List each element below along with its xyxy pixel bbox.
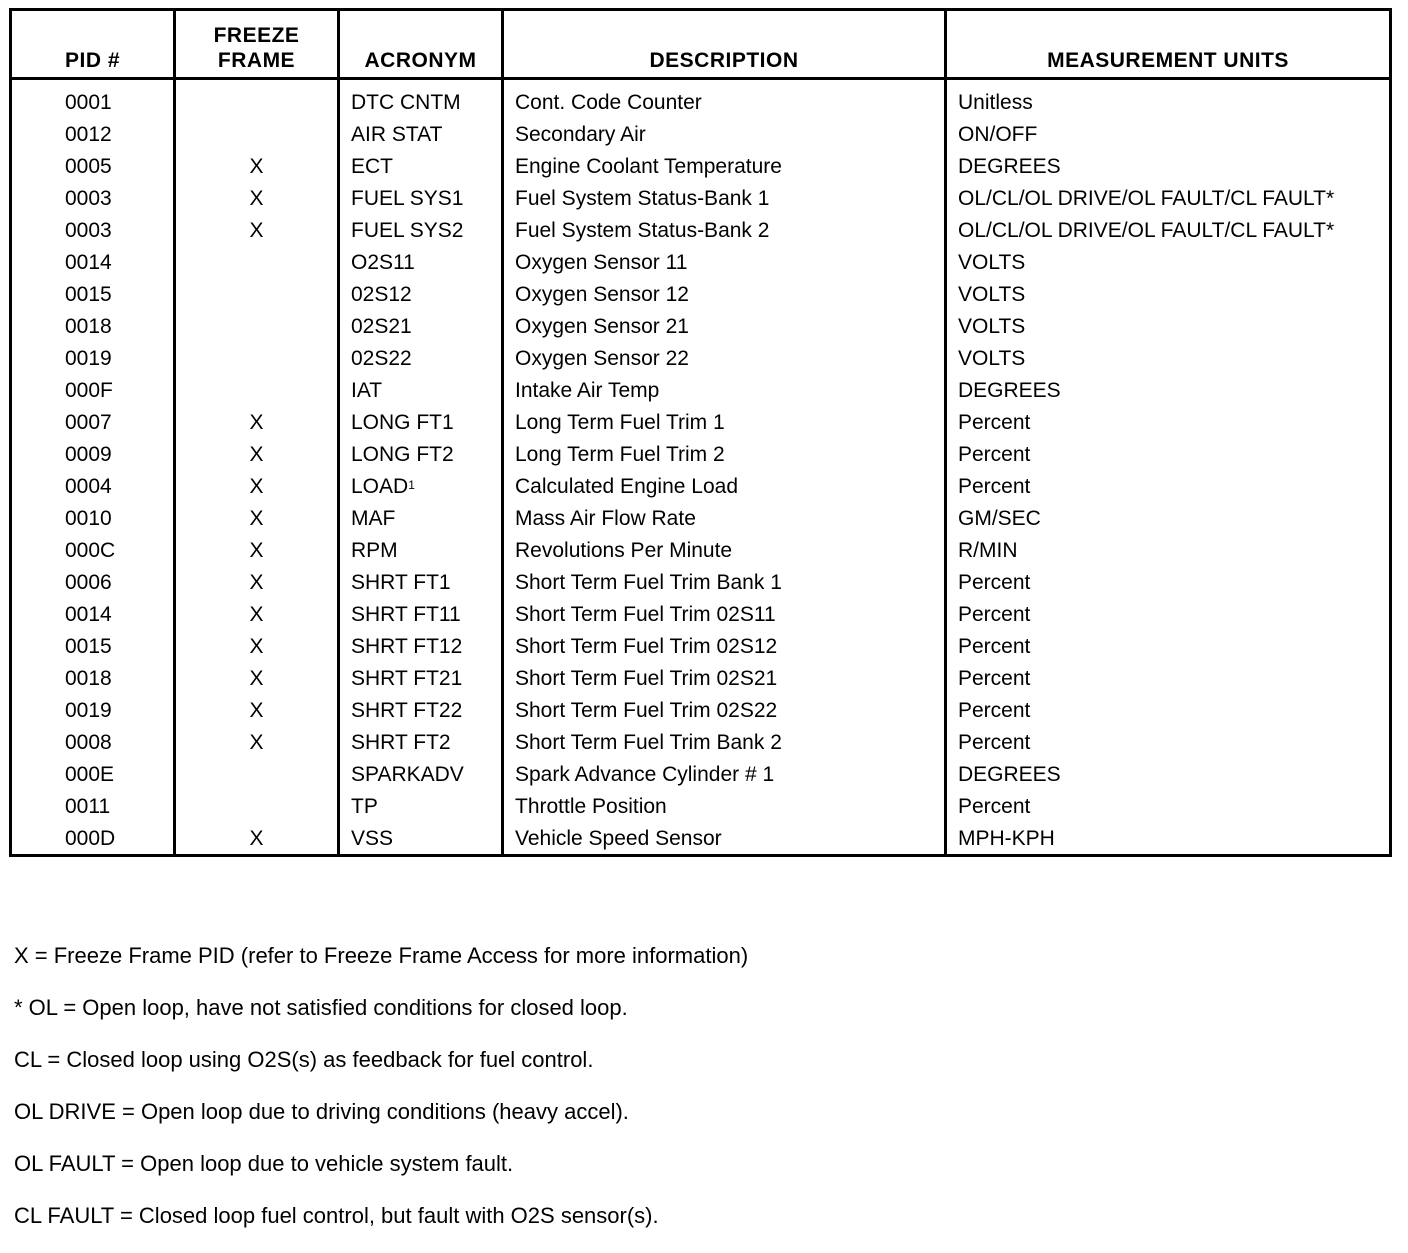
units-cell: [946, 663, 1391, 695]
description-cell-text: Spark Advance Cylinder # 1: [515, 763, 775, 786]
freeze-frame-cell: [175, 823, 339, 856]
table-row: [11, 375, 1391, 407]
pid-cell: [11, 791, 175, 823]
description-cell-text: Secondary Air: [515, 123, 646, 146]
acronym-cell-text: MAF: [351, 507, 396, 530]
units-cell-text: Percent: [958, 635, 1031, 658]
acronym-cell-text: 02S22: [351, 347, 412, 370]
footnote: X = Freeze Frame PID (refer to Freeze Frame Access for more information): [14, 943, 749, 968]
pid-cell: [11, 151, 175, 183]
acronym-cell-text: SHRT FT1: [351, 571, 451, 594]
units-cell: [946, 535, 1391, 567]
pid-cell-text: 0009: [65, 443, 112, 466]
units-cell: [946, 503, 1391, 535]
pid-cell-text: 000C: [65, 539, 116, 562]
pid-cell: [11, 407, 175, 439]
units-cell-text: DEGREES: [958, 379, 1061, 402]
freeze-frame-cell-text: X: [249, 507, 264, 530]
units-cell: [946, 791, 1391, 823]
pid-cell: [11, 599, 175, 631]
acronym-cell: [339, 279, 503, 311]
units-cell: [946, 151, 1391, 183]
table-row: [11, 535, 1391, 567]
pid-cell-text: 0014: [65, 251, 112, 274]
pid-cell: [11, 215, 175, 247]
table-row: [11, 311, 1391, 343]
freeze-frame-cell: [175, 599, 339, 631]
units-cell-text: MPH-KPH: [958, 827, 1055, 850]
freeze-frame-cell: [175, 631, 339, 663]
units-cell: [946, 375, 1391, 407]
acronym-cell: [339, 727, 503, 759]
description-cell: [503, 343, 946, 375]
pid-cell: [11, 695, 175, 727]
freeze-frame-cell: [175, 567, 339, 599]
units-cell: [946, 215, 1391, 247]
acronym-cell: [339, 407, 503, 439]
description-cell: [503, 215, 946, 247]
description-cell: [503, 567, 946, 599]
pid-cell: [11, 503, 175, 535]
table-row: [11, 439, 1391, 471]
pid-cell: [11, 279, 175, 311]
description-cell-text: Oxygen Sensor 22: [515, 347, 689, 370]
pid-table: [9, 8, 1392, 857]
description-cell: [503, 151, 946, 183]
table-row: [11, 503, 1391, 535]
units-cell-text: Percent: [958, 699, 1031, 722]
pid-cell-text: 0019: [65, 699, 112, 722]
table-row: [11, 759, 1391, 791]
table-row: [11, 471, 1391, 503]
table-row: [11, 215, 1391, 247]
pid-cell-text: 0015: [65, 283, 112, 306]
acronym-cell-text: VSS: [351, 827, 394, 850]
acronym-cell: [339, 343, 503, 375]
acronym-cell-text: LONG FT1: [351, 411, 454, 434]
acronym-cell: [339, 663, 503, 695]
pid-cell: [11, 759, 175, 791]
freeze-frame-cell: [175, 695, 339, 727]
description-cell: [503, 279, 946, 311]
units-cell-text: Percent: [958, 603, 1031, 626]
acronym-cell-text: 02S21: [351, 315, 412, 338]
units-cell-text: OL/CL/OL DRIVE/OL FAULT/CL FAULT*: [958, 219, 1335, 242]
acronym-cell-text: SHRT FT12: [351, 635, 463, 658]
description-cell-text: Vehicle Speed Sensor: [515, 827, 722, 850]
freeze-frame-cell: [175, 151, 339, 183]
pid-cell-text: 0003: [65, 187, 112, 210]
units-cell-text: VOLTS: [958, 283, 1026, 306]
description-cell: [503, 375, 946, 407]
description-cell: [503, 663, 946, 695]
freeze-frame-cell-text: X: [249, 827, 264, 850]
pid-cell-text: 0015: [65, 635, 112, 658]
description-cell-text: Short Term Fuel Trim 02S21: [515, 667, 778, 690]
footnote-marker: 1: [408, 478, 415, 492]
header-row: [11, 10, 1391, 79]
pid-cell-text: 0003: [65, 219, 112, 242]
acronym-cell: [339, 79, 503, 120]
description-cell-text: Cont. Code Counter: [515, 91, 702, 114]
freeze-frame-cell: [175, 343, 339, 375]
description-cell: [503, 631, 946, 663]
freeze-frame-cell: [175, 79, 339, 120]
freeze-frame-cell-text: X: [249, 443, 264, 466]
acronym-cell-text: LOAD: [351, 475, 409, 498]
units-cell: [946, 631, 1391, 663]
acronym-cell: [339, 471, 503, 503]
pid-cell-text: 0018: [65, 315, 112, 338]
acronym-cell-text: ECT: [351, 155, 393, 178]
description-cell-text: Intake Air Temp: [515, 379, 660, 402]
pid-cell: [11, 567, 175, 599]
pid-cell: [11, 183, 175, 215]
acronym-cell-text: 02S12: [351, 283, 412, 306]
freeze-frame-cell: [175, 439, 339, 471]
table-row: [11, 151, 1391, 183]
acronym-cell-text: AIR STAT: [351, 123, 443, 146]
description-cell-text: Engine Coolant Temperature: [515, 155, 782, 178]
freeze-frame-cell: [175, 407, 339, 439]
acronym-cell-text: LONG FT2: [351, 443, 454, 466]
acronym-cell: [339, 119, 503, 151]
units-cell: [946, 695, 1391, 727]
units-cell-text: Percent: [958, 475, 1031, 498]
pid-cell: [11, 535, 175, 567]
acronym-cell: [339, 695, 503, 727]
footnote: OL FAULT = Open loop due to vehicle system fault.: [14, 1151, 514, 1176]
acronym-cell: [339, 759, 503, 791]
units-cell-text: DEGREES: [958, 763, 1061, 786]
description-cell-text: Long Term Fuel Trim 1: [515, 411, 725, 434]
acronym-cell-text: IAT: [351, 379, 383, 402]
freeze-frame-cell-text: X: [249, 475, 264, 498]
description-cell: [503, 791, 946, 823]
acronym-cell: [339, 215, 503, 247]
description-cell-text: Mass Air Flow Rate: [515, 507, 696, 530]
table-row: [11, 823, 1391, 856]
description-cell-text: Short Term Fuel Trim Bank 1: [515, 571, 782, 594]
units-cell: [946, 823, 1391, 856]
table-row: [11, 279, 1391, 311]
freeze-frame-cell-text: X: [249, 635, 264, 658]
units-cell: [946, 311, 1391, 343]
units-cell: [946, 279, 1391, 311]
acronym-cell: [339, 183, 503, 215]
description-cell: [503, 183, 946, 215]
description-cell: [503, 503, 946, 535]
units-cell-text: Percent: [958, 795, 1031, 818]
units-cell: [946, 119, 1391, 151]
table-row: [11, 599, 1391, 631]
description-cell: [503, 727, 946, 759]
description-cell: [503, 439, 946, 471]
freeze-frame-cell: [175, 215, 339, 247]
units-cell: [946, 439, 1391, 471]
table-row: [11, 79, 1391, 120]
header-acronym: ACRONYM: [339, 10, 503, 79]
description-cell: [503, 823, 946, 856]
description-cell-text: Short Term Fuel Trim 02S12: [515, 635, 778, 658]
acronym-cell: [339, 823, 503, 856]
description-cell: [503, 79, 946, 120]
description-cell-text: Oxygen Sensor 12: [515, 283, 689, 306]
freeze-frame-cell: [175, 727, 339, 759]
pid-cell-text: 0008: [65, 731, 112, 754]
freeze-frame-cell: [175, 535, 339, 567]
table-row: [11, 407, 1391, 439]
acronym-cell: [339, 791, 503, 823]
pid-cell-text: 000D: [65, 827, 116, 850]
acronym-cell-text: TP: [351, 795, 378, 818]
description-cell: [503, 535, 946, 567]
pid-cell: [11, 663, 175, 695]
acronym-cell: [339, 439, 503, 471]
description-cell: [503, 407, 946, 439]
pid-cell: [11, 79, 175, 120]
acronym-cell: [339, 311, 503, 343]
description-cell-text: Short Term Fuel Trim Bank 2: [515, 731, 782, 754]
freeze-frame-cell-text: X: [249, 187, 264, 210]
units-cell: [946, 727, 1391, 759]
freeze-frame-cell: [175, 183, 339, 215]
pid-cell-text: 0012: [65, 123, 112, 146]
description-cell: [503, 247, 946, 279]
units-cell: [946, 599, 1391, 631]
pid-cell: [11, 311, 175, 343]
description-cell-text: Oxygen Sensor 21: [515, 315, 689, 338]
pid-cell-text: 000E: [65, 763, 115, 786]
units-cell-text: GM/SEC: [958, 507, 1041, 530]
units-cell-text: ON/OFF: [958, 123, 1038, 146]
units-cell: [946, 407, 1391, 439]
acronym-cell: [339, 503, 503, 535]
table-row: [11, 247, 1391, 279]
freeze-frame-cell: [175, 279, 339, 311]
footnotes: [14, 941, 1384, 1253]
table-row: [11, 183, 1391, 215]
acronym-cell: [339, 567, 503, 599]
freeze-frame-cell: [175, 471, 339, 503]
acronym-cell: [339, 151, 503, 183]
units-cell-text: VOLTS: [958, 347, 1026, 370]
acronym-cell-text: SHRT FT21: [351, 667, 463, 690]
acronym-cell-text: SHRT FT11: [351, 603, 461, 626]
table-row: [11, 631, 1391, 663]
pid-cell: [11, 375, 175, 407]
pid-cell-text: 0001: [65, 91, 112, 114]
pid-cell-text: 0018: [65, 667, 112, 690]
description-cell-text: Short Term Fuel Trim 02S11: [515, 603, 776, 626]
freeze-frame-cell: [175, 311, 339, 343]
pid-cell: [11, 247, 175, 279]
freeze-frame-cell: [175, 503, 339, 535]
units-cell-text: OL/CL/OL DRIVE/OL FAULT/CL FAULT*: [958, 187, 1335, 210]
acronym-cell: [339, 599, 503, 631]
footnote: CL = Closed loop using O2S(s) as feedback for fuel control.: [14, 1047, 594, 1072]
units-cell-text: Unitless: [958, 91, 1033, 114]
freeze-frame-cell-text: X: [249, 667, 264, 690]
description-cell-text: Short Term Fuel Trim 02S22: [515, 699, 778, 722]
freeze-frame-cell: [175, 375, 339, 407]
description-cell-text: Oxygen Sensor 11: [515, 251, 688, 274]
description-cell: [503, 599, 946, 631]
units-cell: [946, 247, 1391, 279]
acronym-cell: [339, 375, 503, 407]
pid-cell: [11, 823, 175, 856]
description-cell-text: Revolutions Per Minute: [515, 539, 733, 562]
description-cell: [503, 695, 946, 727]
pid-cell: [11, 631, 175, 663]
freeze-frame-cell: [175, 119, 339, 151]
freeze-frame-cell: [175, 759, 339, 791]
description-cell: [503, 759, 946, 791]
units-cell: [946, 79, 1391, 120]
freeze-frame-cell-text: X: [249, 603, 264, 626]
units-cell-text: VOLTS: [958, 315, 1026, 338]
acronym-cell-text: FUEL SYS2: [351, 219, 464, 242]
acronym-cell: [339, 535, 503, 567]
table-row: [11, 727, 1391, 759]
table-row: [11, 119, 1391, 151]
footnote: OL DRIVE = Open loop due to driving conditions (heavy accel).: [14, 1099, 629, 1124]
freeze-frame-cell-text: X: [249, 219, 264, 242]
pid-cell-text: 000F: [65, 379, 113, 402]
units-cell-text: DEGREES: [958, 155, 1061, 178]
units-cell-text: Percent: [958, 571, 1031, 594]
table-header: [11, 10, 1391, 79]
units-cell: [946, 759, 1391, 791]
table-row: [11, 343, 1391, 375]
footnote: * OL = Open loop, have not satisfied conditions for closed loop.: [14, 995, 628, 1020]
freeze-frame-cell: [175, 247, 339, 279]
description-cell-text: Fuel System Status-Bank 1: [515, 187, 770, 210]
freeze-frame-cell-text: X: [249, 731, 264, 754]
header-description: DESCRIPTION: [503, 10, 946, 79]
pid-cell: [11, 727, 175, 759]
acronym-cell-text: DTC CNTM: [351, 91, 461, 114]
footnote: CL FAULT = Closed loop fuel control, but fault with O2S sensor(s).: [14, 1203, 659, 1228]
units-cell-text: Percent: [958, 667, 1031, 690]
table-row: [11, 791, 1391, 823]
freeze-frame-cell-text: X: [249, 539, 264, 562]
description-cell-text: Long Term Fuel Trim 2: [515, 443, 725, 466]
acronym-cell: [339, 247, 503, 279]
description-cell-text: Calculated Engine Load: [515, 475, 739, 498]
description-cell-text: Throttle Position: [515, 795, 667, 818]
units-cell: [946, 471, 1391, 503]
freeze-frame-cell: [175, 663, 339, 695]
units-cell-text: Percent: [958, 731, 1031, 754]
pid-cell: [11, 119, 175, 151]
units-cell-text: R/MIN: [958, 539, 1018, 562]
freeze-frame-cell-text: X: [249, 155, 264, 178]
description-cell: [503, 471, 946, 503]
description-cell: [503, 311, 946, 343]
pid-cell-text: 0019: [65, 347, 112, 370]
header-freeze-frame: FREEZE FRAME: [175, 10, 339, 79]
acronym-cell-text: RPM: [351, 539, 398, 562]
table-row: [11, 663, 1391, 695]
pid-cell-text: 0010: [65, 507, 112, 530]
acronym-cell-text: SHRT FT22: [351, 699, 463, 722]
table-row: [11, 567, 1391, 599]
header-pid: PID #: [11, 10, 175, 79]
acronym-cell-text: O2S11: [351, 251, 415, 274]
pid-cell-text: 0011: [65, 795, 111, 818]
acronym-cell-text: FUEL SYS1: [351, 187, 464, 210]
acronym-cell-text: SPARKADV: [351, 763, 464, 786]
header-measurement-units: MEASUREMENT UNITS: [946, 10, 1391, 79]
pid-cell-text: 0007: [65, 411, 112, 434]
freeze-frame-cell-text: X: [249, 571, 264, 594]
units-cell-text: Percent: [958, 411, 1031, 434]
units-cell: [946, 183, 1391, 215]
pid-cell-text: 0005: [65, 155, 112, 178]
acronym-cell: [339, 631, 503, 663]
pid-cell-text: 0006: [65, 571, 112, 594]
description-cell-text: Fuel System Status-Bank 2: [515, 219, 770, 242]
units-cell-text: VOLTS: [958, 251, 1026, 274]
pid-cell-text: 0014: [65, 603, 112, 626]
pid-cell: [11, 471, 175, 503]
pid-cell: [11, 343, 175, 375]
description-cell: [503, 119, 946, 151]
pid-cell-text: 0004: [65, 475, 112, 498]
table-row: [11, 695, 1391, 727]
units-cell: [946, 567, 1391, 599]
pid-cell: [11, 439, 175, 471]
table-body: [11, 79, 1391, 856]
acronym-cell-text: SHRT FT2: [351, 731, 451, 754]
freeze-frame-cell: [175, 791, 339, 823]
units-cell-text: Percent: [958, 443, 1031, 466]
freeze-frame-cell-text: X: [249, 411, 264, 434]
units-cell: [946, 343, 1391, 375]
freeze-frame-cell-text: X: [249, 699, 264, 722]
